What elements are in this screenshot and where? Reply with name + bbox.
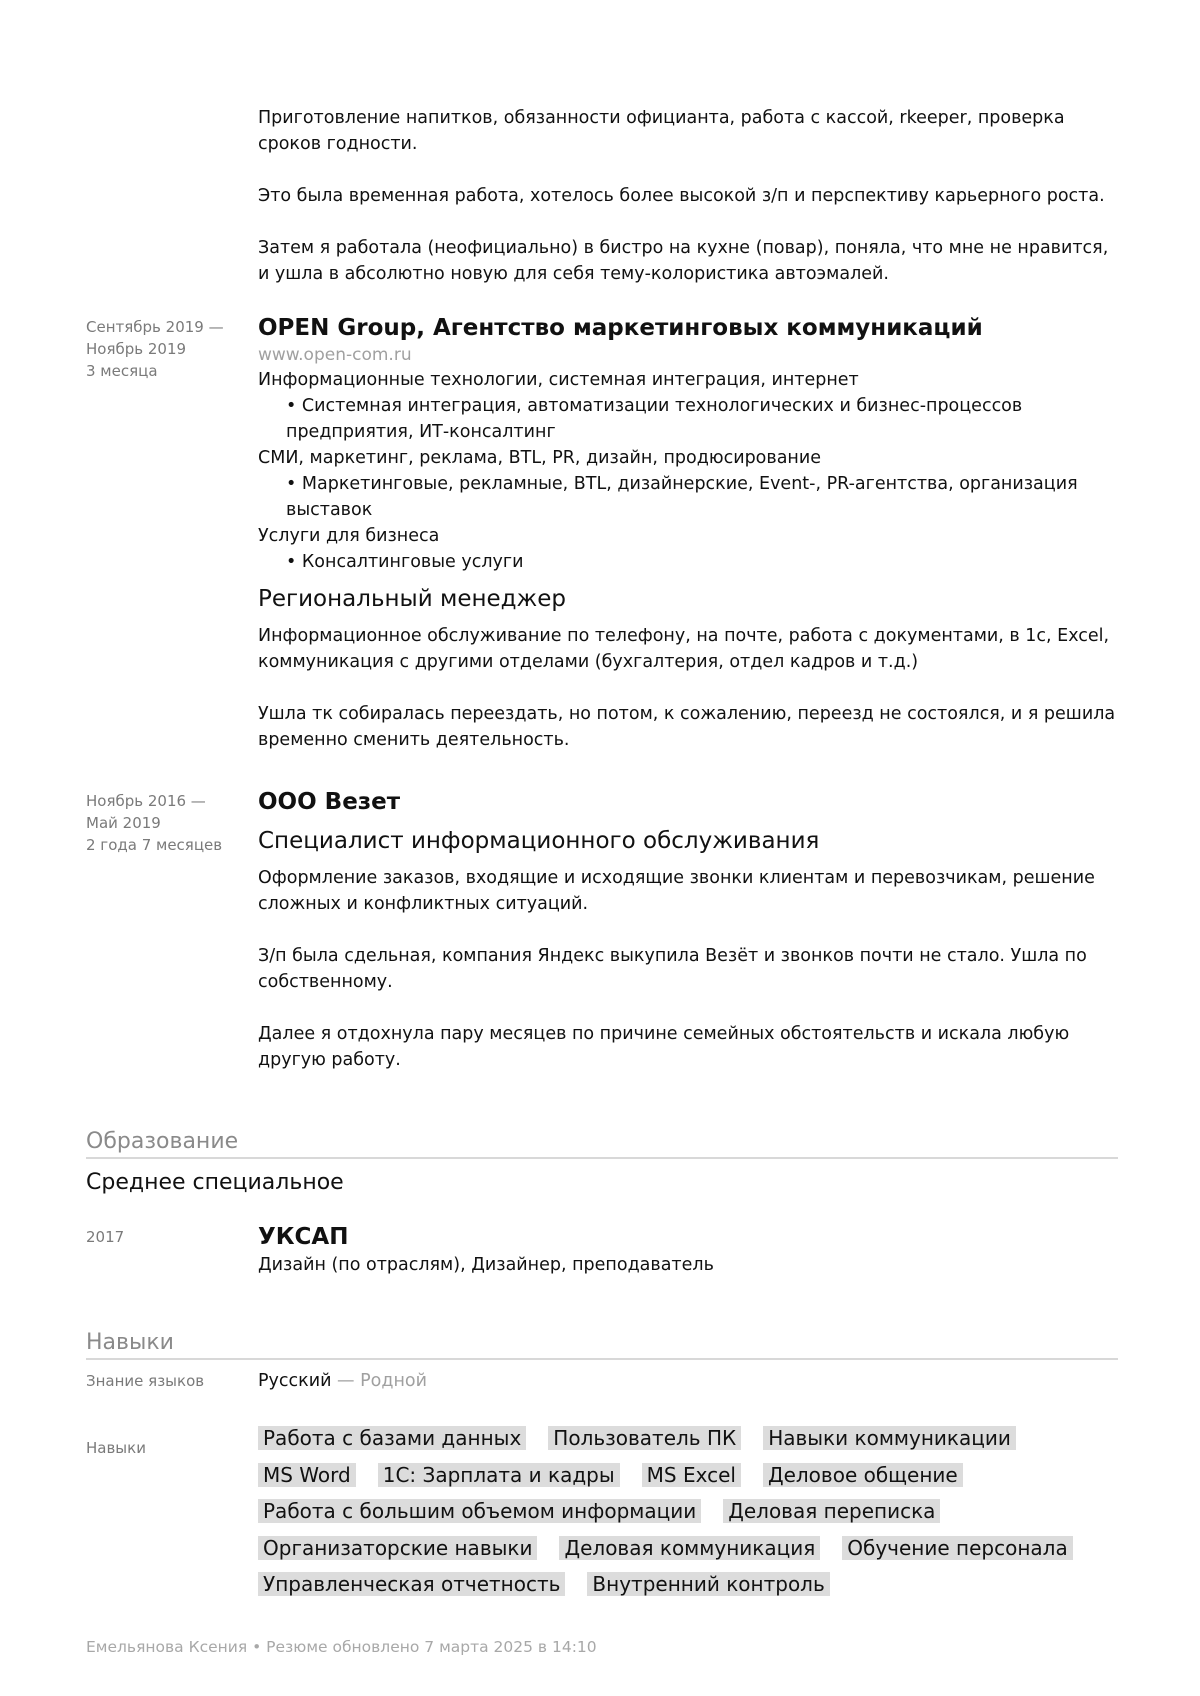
job-vezet — [258, 787, 1118, 1073]
skill-tag: Работа с большим объемом информации — [258, 1499, 701, 1523]
skills-section-title: Навыки — [86, 1329, 1118, 1360]
job-paragraph: З/п была сдельная, компания Яндекс выкупила Везёт и звонков почти не стало. Ушла по собственному. — [258, 946, 1087, 992]
period-start: Сентябрь 2019 — — [86, 318, 224, 336]
skill-tag: Деловое общение — [763, 1463, 963, 1487]
skills-row — [258, 1536, 1118, 1573]
skill-tag: Пользователь ПК — [548, 1426, 741, 1450]
skill-tag: Деловая переписка — [723, 1499, 940, 1523]
skill-tag: Навыки коммуникации — [763, 1426, 1016, 1450]
job-period — [86, 316, 256, 382]
company-name: ООО Везет — [258, 789, 401, 815]
job-paragraph: Оформление заказов, входящие и исходящие звонки клиентам и перевозчикам, решение сложных и конфликтных ситуаций. — [258, 868, 1095, 914]
languages-label: Знание языков — [86, 1372, 205, 1390]
education-entry — [258, 1222, 1118, 1278]
education-section-title: Образование — [86, 1128, 1118, 1159]
skills-row — [258, 1426, 1118, 1463]
previous-job-description — [258, 105, 1118, 287]
skill-tag: Внутренний контроль — [587, 1572, 829, 1596]
job-paragraph: Это была временная работа, хотелось более высокой з/п и перспективу карьерного роста. — [258, 186, 1105, 206]
job-duration: 2 года 7 месяцев — [86, 836, 223, 854]
skills-row — [258, 1499, 1118, 1536]
period-end: Май 2019 — [86, 814, 161, 832]
skill-tag: Работа с базами данных — [258, 1426, 526, 1450]
language-entry — [258, 1368, 1118, 1394]
industry-name: СМИ, маркетинг, реклама, BTL, PR, дизайн, продюсирование — [258, 448, 822, 468]
footer-separator: • — [247, 1638, 267, 1656]
job-position: Специалист информационного обслуживания — [258, 828, 820, 854]
job-position: Региональный менеджер — [258, 586, 567, 612]
job-paragraph: Приготовление напитков, обязанности официанта, работа с кассой, rkeeper, проверка сроков годности. — [258, 108, 1065, 154]
education-specialty: Дизайн (по отраслям), Дизайнер, преподаватель — [258, 1255, 714, 1275]
industry-sub: • Консалтинговые услуги — [286, 552, 524, 572]
job-paragraph: Информационное обслуживание по телефону, на почте, работа с документами, в 1с, Excel, коммуникация с другими отделами (бухгалтерия, отдел кадров и т.д.) — [258, 626, 1110, 672]
period-end: Ноябрь 2019 — [86, 340, 187, 358]
education-level: Среднее специальное — [86, 1170, 344, 1195]
job-paragraph: Затем я работала (неофициально) в бистро на кухне (повар), поняла, что мне не нравится, и ушла в абсолютно новую для себя тему-колористика автоэмалей. — [258, 238, 1109, 284]
skill-tag: MS Excel — [642, 1463, 741, 1487]
education-year: 2017 — [86, 1228, 125, 1246]
period-start: Ноябрь 2016 — — [86, 792, 206, 810]
skills-row — [258, 1463, 1118, 1500]
skills-list — [258, 1426, 1118, 1609]
skill-tag: 1С: Зарплата и кадры — [378, 1463, 620, 1487]
job-paragraph: Далее я отдохнула пару месяцев по причине семейных обстоятельств и искала любую другую работу. — [258, 1024, 1070, 1070]
resume-footer — [86, 1636, 597, 1658]
language-level: — Родной — [331, 1371, 427, 1391]
industry-name: Информационные технологии, системная интеграция, интернет — [258, 370, 859, 390]
candidate-name: Емельянова Ксения — [86, 1638, 248, 1656]
skill-tag: Организаторские навыки — [258, 1536, 537, 1560]
job-open-group — [258, 313, 1118, 753]
industry-sub: • Системная интеграция, автоматизации технологических и бизнес-процессов предприятия, ИТ-консалтинг — [286, 396, 1023, 442]
language-name: Русский — [258, 1371, 332, 1391]
skills-row — [258, 1572, 1118, 1609]
industry-name: Услуги для бизнеса — [258, 526, 440, 546]
skill-tag: Управленческая отчетность — [258, 1572, 565, 1596]
skill-tag: MS Word — [258, 1463, 356, 1487]
job-duration: 3 месяца — [86, 362, 158, 380]
industry-sub: • Маркетинговые, рекламные, BTL, дизайнерские, Event-, PR-агентства, организация выставок — [286, 474, 1078, 520]
skills-label: Навыки — [86, 1439, 146, 1457]
resume-updated: Резюме обновлено 7 марта 2025 в 14:10 — [266, 1638, 597, 1656]
institution-name: УКСАП — [258, 1224, 349, 1250]
skill-tag: Деловая коммуникация — [559, 1536, 820, 1560]
skill-tag: Обучение персонала — [842, 1536, 1072, 1560]
company-site[interactable]: www.open-com.ru — [258, 345, 412, 365]
company-name: OPEN Group, Агентство маркетинговых коммуникаций — [258, 315, 983, 341]
job-paragraph: Ушла тк собиралась переездать, но потом, к сожалению, переезд не состоялся, и я решила временно сменить деятельность. — [258, 704, 1116, 750]
job-period — [86, 790, 256, 856]
